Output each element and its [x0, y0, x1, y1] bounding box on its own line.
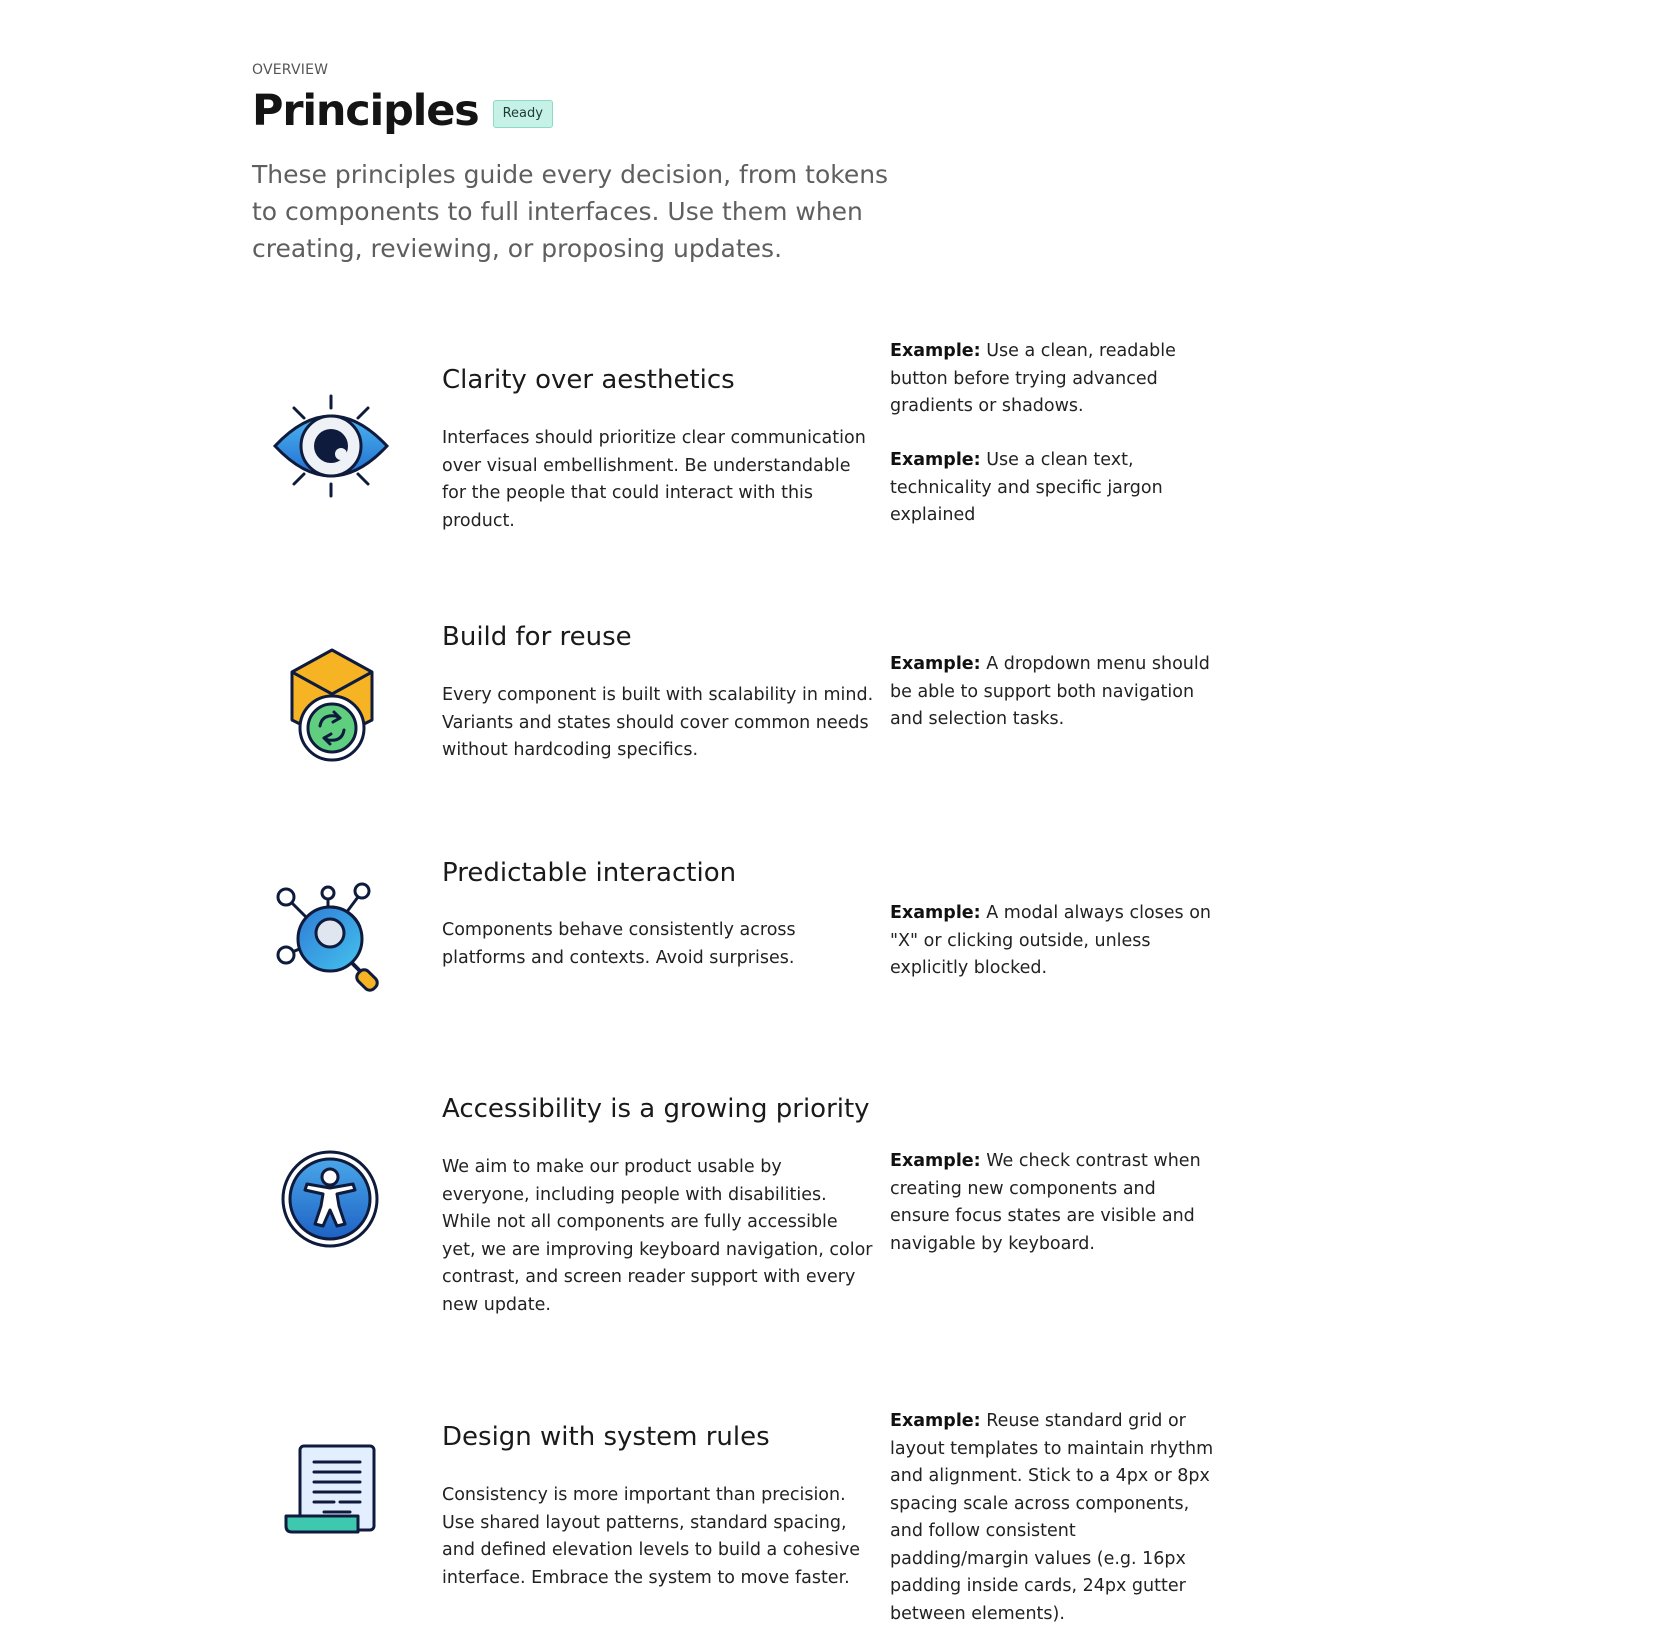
principle-example — [890, 900, 1220, 983]
example-label: Example: — [890, 450, 981, 470]
principle-example — [890, 447, 1220, 530]
principle-example — [890, 1148, 1220, 1258]
principle-body: Consistency is more important than precision. Use shared layout patterns, standard spacing, and defined elevation levels to build a cohesive interface. Embrace the system to move faster. — [442, 1485, 861, 1588]
principle-title: Clarity over aesthetics — [442, 365, 735, 395]
status-badge: Ready — [493, 100, 553, 128]
page-lead: These principles guide every decision, from tokens to components to full interfaces. Use them when creating, reviewing, or proposing updates. — [252, 160, 889, 263]
example-label: Example: — [890, 1151, 981, 1171]
example-label: Example: — [890, 654, 981, 674]
example-text: Reuse standard grid or layout templates to maintain rhythm and alignment. Stick to a 4px or 8px spacing scale across components, and follow consistent padding/margin values (e.g. 16px padding inside cards, 24px gutter between elements). — [890, 1411, 1214, 1624]
page-title: Principles — [252, 86, 479, 136]
example-text: We check contrast when creating new components and ensure focus states are visible and navigable by keyboard. — [890, 1151, 1201, 1254]
principle-title: Predictable interaction — [442, 858, 737, 888]
accessibility-icon — [281, 1150, 379, 1248]
example-label: Example: — [890, 1411, 981, 1431]
example-text: A dropdown menu should be able to support both navigation and selection tasks. — [890, 654, 1210, 729]
page-title-row — [252, 82, 553, 140]
example-label: Example: — [890, 903, 981, 923]
interaction-search-icon — [274, 883, 386, 995]
example-label: Example: — [890, 341, 981, 361]
principle-title: Design with system rules — [442, 1422, 770, 1452]
principle-body: We aim to make our product usable by everyone, including people with disabilities. While not all components are fully accessible yet, we are improving keyboard navigation, color contrast, and screen reader support with every new update. — [442, 1157, 873, 1315]
principle-body: Components behave consistently across platforms and contexts. Avoid surprises. — [442, 920, 796, 968]
section-eyebrow: OVERVIEW — [252, 62, 329, 78]
reuse-box-icon — [290, 648, 374, 762]
principle-title: Build for reuse — [442, 622, 632, 652]
principle-example — [890, 651, 1220, 734]
eye-icon — [272, 394, 390, 498]
example-text: Use a clean, readable button before trying advanced gradients or shadows. — [890, 341, 1176, 416]
principle-title: Accessibility is a growing priority — [442, 1094, 870, 1124]
principle-example — [890, 1408, 1220, 1628]
document-scroll-icon — [284, 1444, 376, 1534]
example-text: A modal always closes on "X" or clicking outside, unless explicitly blocked. — [890, 903, 1212, 978]
principle-example — [890, 338, 1220, 421]
principle-body: Every component is built with scalability in mind. Variants and states should cover common needs without hardcoding specifics. — [442, 685, 874, 760]
principle-body: Interfaces should prioritize clear communication over visual embellishment. Be understandable for the people that could interact with this product. — [442, 428, 866, 531]
example-text: Use a clean text, technicality and specific jargon explained — [890, 450, 1163, 525]
